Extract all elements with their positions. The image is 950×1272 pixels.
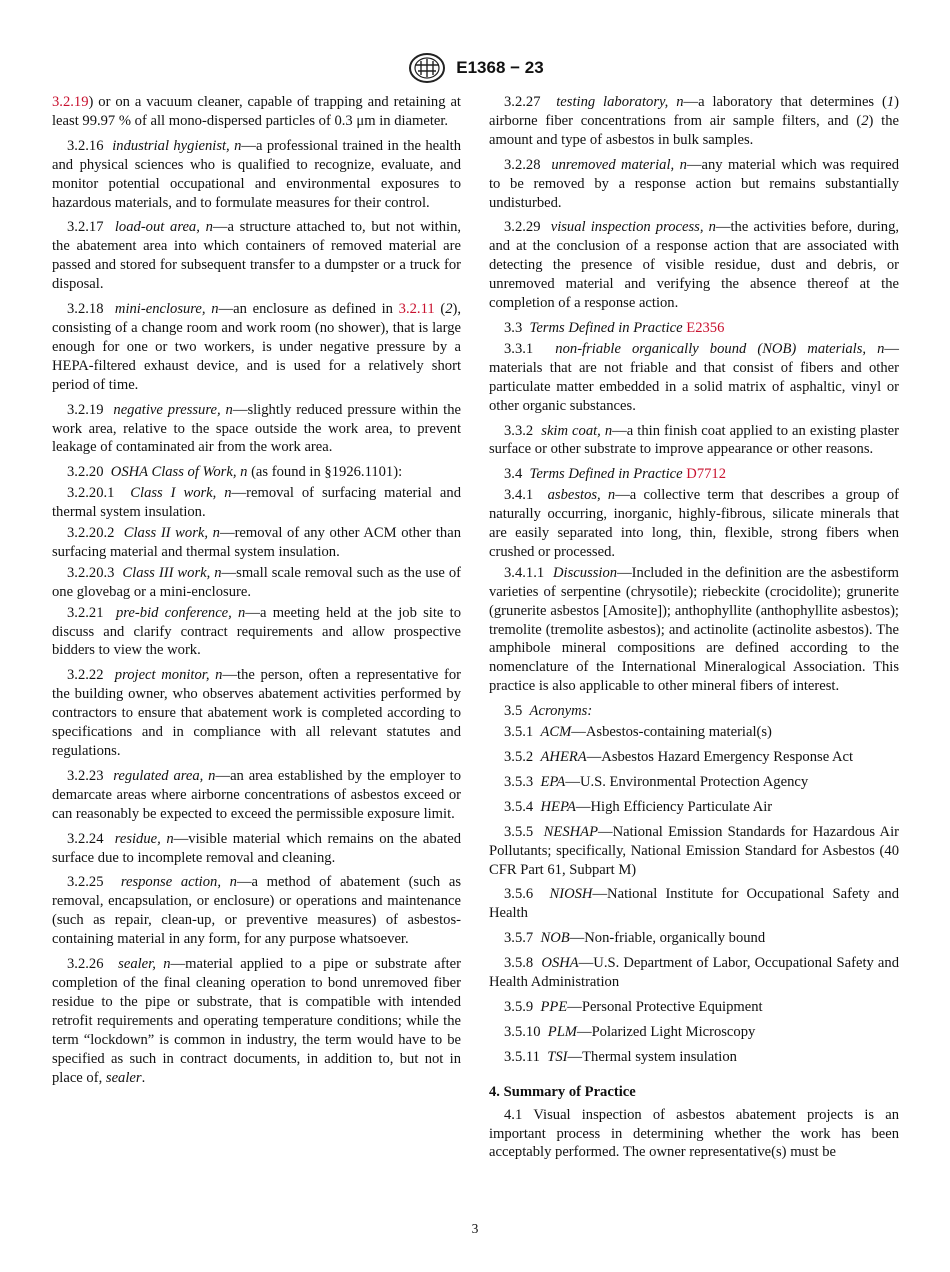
standard-designation: E1368 − 23 xyxy=(456,58,544,77)
definition-paragraph: 3.4.1 asbestos, n—a collective term that describes a group of naturally occurring, inorganic, highly-fibrous, silicate minerals that are easily separated into long, thin, flexible, strong fibers when crushed or processed. xyxy=(489,487,899,560)
definition-paragraph: 3.2.21 pre-bid conference, n—a meeting held at the job site to discuss and clarify contract requirements and allow prospective bidders to view the work. xyxy=(52,604,461,659)
definition-paragraph: 3.2.22 project monitor, n—the person, often a representative for the building owner, who observes abatement activities performed by contractors to ensure that abatement work is completed according to specifications and in compliance with all relevant statutes and regulations. xyxy=(52,667,462,759)
definition-paragraph: 3.2.19 negative pressure, n—slightly reduced pressure within the work area, relative to the space outside the work area, to prevent leakage of contaminated air from the work area. xyxy=(52,401,461,456)
definition-paragraph: 3.2.26 sealer, n—material applied to a pipe or substrate after completion of the final cleaning operation to bond unremoved fiber residue to the pipe or substrate, that is compatible with intended retrofit requirements and operating temperature conditions; while the term “lockdown” is common in industry, the term would have to be specified as such in contract documents, in addition to, but not in place of, sealer. xyxy=(52,956,461,1086)
definition-paragraph: 3.2.23 regulated area, n—an area established by the employer to demarcate areas where airborne concentrations of asbestos exceed or can reasonably be expected to exceed the permissible exposure limit. xyxy=(52,767,461,822)
definition-paragraph: 3.3.1 non-friable organically bound (NOB) materials, n—materials that are not friable and that consist of fibers and other particulate matter embedded in a solid matrix of asphaltic, vinyl or other organic substances. xyxy=(489,340,900,414)
cross-reference-link[interactable]: 3.2.11 xyxy=(398,301,435,318)
acronym-item: 3.5.4 HEPA—High Efficiency Particulate Air xyxy=(504,798,773,815)
subsection-heading: 3.3 Terms Defined in Practice E2356 xyxy=(504,319,725,336)
cross-reference-link[interactable]: 3.2.19 xyxy=(52,94,89,110)
definition-paragraph: 3.2.20.3 Class III work, n—small scale removal such as the use of one glovebag or a mini-enclosure. xyxy=(52,564,462,600)
continued-paragraph: 3.2.19) or on a vacuum cleaner, capable of trapping and retaining at least 99.97 % of all mono-dispersed particles of 0.3 μm in diameter. xyxy=(52,94,461,129)
acronym-item: 3.5.6 NIOSH—National Institute for Occupational Safety and Health xyxy=(489,886,899,922)
subsection-heading: 3.5 Acronyms: xyxy=(504,703,593,720)
definition-paragraph: 3.2.16 industrial hygienist, n—a professional trained in the health and physical sciences who is qualified to recognize, evaluate, and monitor potential occupational and environmental exposures to hazardous materials, and to formulate measures for their control. xyxy=(52,137,462,211)
section-heading: 4. Summary of Practice xyxy=(489,1083,636,1100)
page-header xyxy=(0,52,950,84)
cross-reference-link[interactable]: E2356 xyxy=(686,319,725,336)
left-column xyxy=(52,93,461,1093)
definition-paragraph: 3.2.28 unremoved material, n—any material which was required to be removed by a response action but remains substantially undisturbed. xyxy=(489,156,900,211)
subsection-heading: 3.4 Terms Defined in Practice D7712 xyxy=(504,466,727,483)
definition-paragraph: 3.2.18 mini-enclosure, n—an enclosure as defined in 3.2.11 (2), consisting of a change room and work room (no shower), that is large enough for one or two workers, is under negative pressure by a HEPA-filtered exhaust device, and is used for a relatively short period of time. xyxy=(52,301,462,393)
acronym-item: 3.5.3 EPA—U.S. Environmental Protection Agency xyxy=(504,773,809,790)
definition-paragraph: 3.2.17 load-out area, n—a structure attached to, but not within, the abatement area into which containers of removed material are passed and stored for subsequent transfer to a dumpster or a truck for disposal. xyxy=(52,219,462,293)
definition-paragraph: 3.2.29 visual inspection process, n—the activities before, during, and at the conclusion of a response action that are associated with detecting the presence of visible residue, dust and debris, or unremoved material and verifying the absence thereof at the completion of a response action. xyxy=(489,219,900,312)
definition-paragraph: 3.2.27 testing laboratory, n—a laboratory that determines (1) airborne fiber concentrations from air sample filters, and (2) the amount and type of asbestos in bulk samples. xyxy=(489,94,900,148)
definition-paragraph: 3.2.20.2 Class II work, n—removal of any other ACM other than surfacing material and thermal system insulation. xyxy=(52,525,462,560)
cross-reference-link[interactable]: D7712 xyxy=(686,466,727,483)
acronym-item: 3.5.1 ACM—Asbestos-containing material(s) xyxy=(504,724,772,741)
definition-paragraph: 3.2.20.1 Class I work, n—removal of surfacing material and thermal system insulation. xyxy=(52,485,461,521)
body-paragraph: 4.1 Visual inspection of asbestos abatement projects is an important process in determining whether the work has been acceptably performed. The owner representative(s) must be xyxy=(489,1106,899,1161)
acronym-item: 3.5.9 PPE—Personal Protective Equipment xyxy=(504,998,763,1015)
discussion-paragraph: 3.4.1.1 Discussion—Included in the definition are the asbestiform varieties of serpentine (chrysotile); riebeckite (crocidolite); grunerite (grunerite asbestos [Amosite]); anthophyllite (anthophyllite asbestos); tremolite (tremolite asbestos); and actinolite (actinolite asbestos). The amphibole mineral compositions are defined according to the nomenclature of the International Mineralogical Association. This practice is also applicable to other mineral fibers of interest. xyxy=(489,564,899,695)
acronym-item: 3.5.2 AHERA—Asbestos Hazard Emergency Response Act xyxy=(504,749,854,765)
definition-paragraph: 3.2.25 response action, n—a method of abatement (such as removal, encapsulation, or enclosure) or operations and maintenance (such as repair, clean-up, or preventive measures) of asbestos-containing material in any form, for any purpose whatsoever. xyxy=(52,874,462,948)
page-number: 3 xyxy=(471,1221,479,1236)
right-column xyxy=(489,93,899,1168)
acronym-item: 3.5.7 NOB—Non-friable, organically bound xyxy=(504,930,766,947)
definition-paragraph: 3.3.2 skim coat, n—a thin finish coat applied to an existing plaster surface or other substrate to improve appearance or other reasons. xyxy=(489,422,899,458)
acronym-item: 3.5.8 OSHA—U.S. Department of Labor, Occupational Safety and Health Administration xyxy=(489,955,899,991)
astm-logo-icon xyxy=(406,52,448,84)
acronym-item: 3.5.5 NESHAP—National Emission Standards for Hazardous Air Pollutants; specifically, National Emission Standard for Asbestos (40 CFR Part 61, Subpart M) xyxy=(489,823,899,878)
definition-paragraph: 3.2.24 residue, n—visible material which remains on the abated surface due to incomplete removal and cleaning. xyxy=(52,830,462,866)
acronym-item: 3.5.11 TSI—Thermal system insulation xyxy=(504,1048,737,1065)
definition-paragraph: 3.2.20 OSHA Class of Work, n (as found in §1926.1101): xyxy=(67,464,403,481)
acronym-item: 3.5.10 PLM—Polarized Light Microscopy xyxy=(504,1023,756,1040)
